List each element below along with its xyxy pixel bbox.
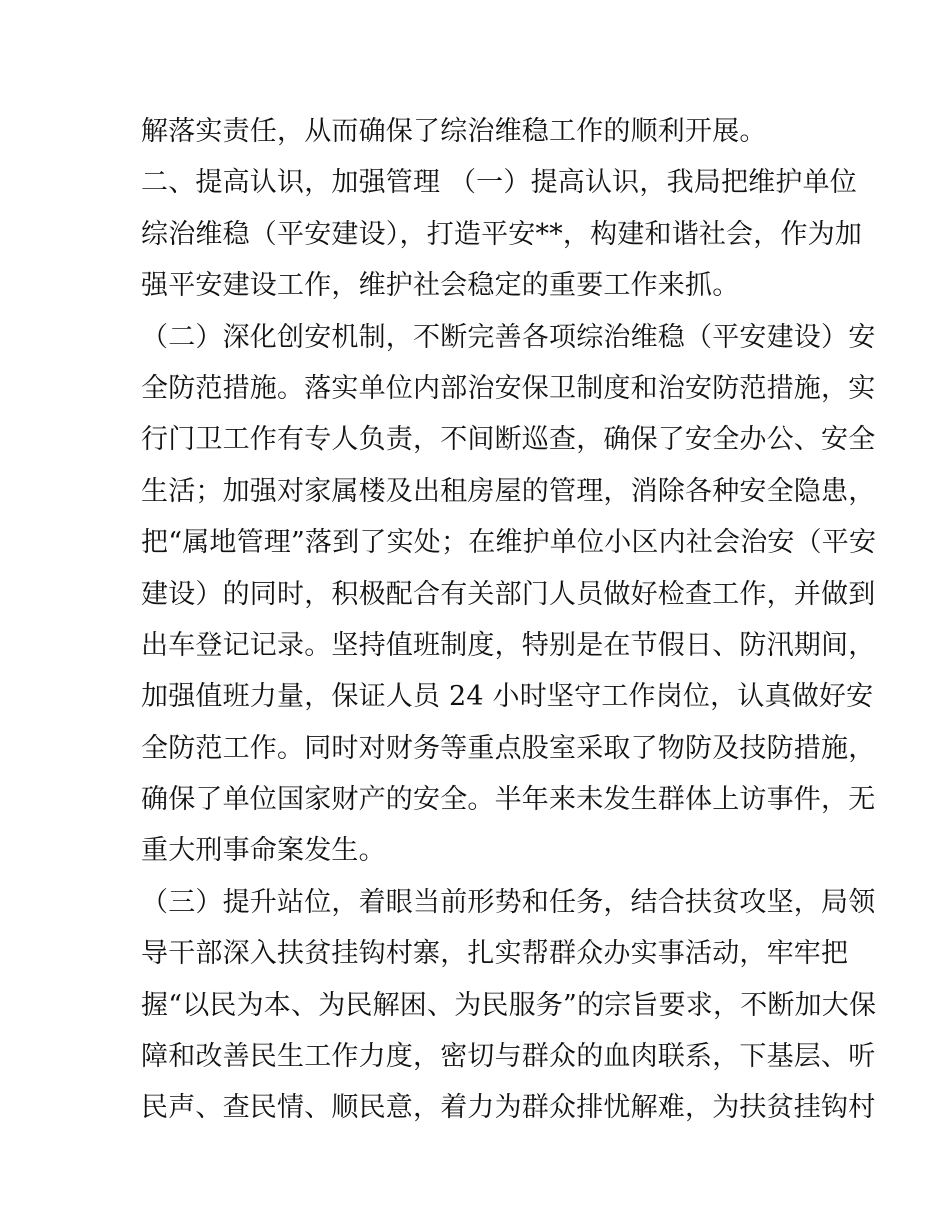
- text-line: 加强值班力量，保证人员 24 小时坚守工作岗位，认真做好安: [141, 681, 874, 713]
- text-line: 把“属地管理”落到了实处；在维护单位小区内社会治安（平安: [141, 527, 877, 559]
- text-line: 障和改善民生工作力度，密切与群众的血肉联系，下基层、听: [141, 1041, 876, 1073]
- text-line: 解落实责任，从而确保了综治维稳工作的顺利开展。: [141, 116, 767, 147]
- text-line: 生活；加强对家属楼及出租房屋的管理，消除各种安全隐患，: [141, 475, 876, 507]
- text-line: 建设）的同时，积极配合有关部门人员做好检查工作，并做到: [141, 578, 876, 610]
- text-line: 行门卫工作有专人负责，不间断巡查，确保了安全办公、安全: [141, 424, 876, 456]
- text-line: 出车登记记录。坚持值班制度，特别是在节假日、防汛期间，: [141, 629, 876, 661]
- text-line: 二、提高认识，加强管理 （一）提高认识，我局把维护单位: [141, 167, 857, 199]
- text-line: （二）深化创安机制，不断完善各项综治维稳（平安建设）安: [141, 321, 876, 353]
- text-line: 民声、查民情、顺民意，着力为群众排忧解难，为扶贫挂钩村: [141, 1092, 876, 1124]
- text-line: 强平安建设工作，维护社会稳定的重要工作来抓。: [141, 270, 740, 302]
- text-line: 握“以民为本、为民解困、为民服务”的宗旨要求，不断加大保: [141, 989, 877, 1021]
- text-line: （三）提升站位，着眼当前形势和任务，结合扶贫攻坚，局领: [141, 886, 876, 918]
- body-text: [141, 106, 877, 1134]
- text-line: 重大刑事命案发生。: [141, 835, 386, 867]
- text-line: 全防范工作。同时对财务等重点股室采取了物防及技防措施，: [141, 732, 876, 764]
- text-line: 导干部深入扶贫挂钩村寨，扎实帮群众办实事活动，牢牢把: [141, 938, 849, 970]
- text-line: 全防范措施。落实单位内部治安保卫制度和治安防范措施，实: [141, 372, 876, 404]
- text-line: 综治维稳（平安建设），打造平安**，构建和谐社会，作为加: [141, 218, 863, 250]
- text-line: 确保了单位国家财产的安全。半年来未发生群体上访事件，无: [141, 784, 876, 816]
